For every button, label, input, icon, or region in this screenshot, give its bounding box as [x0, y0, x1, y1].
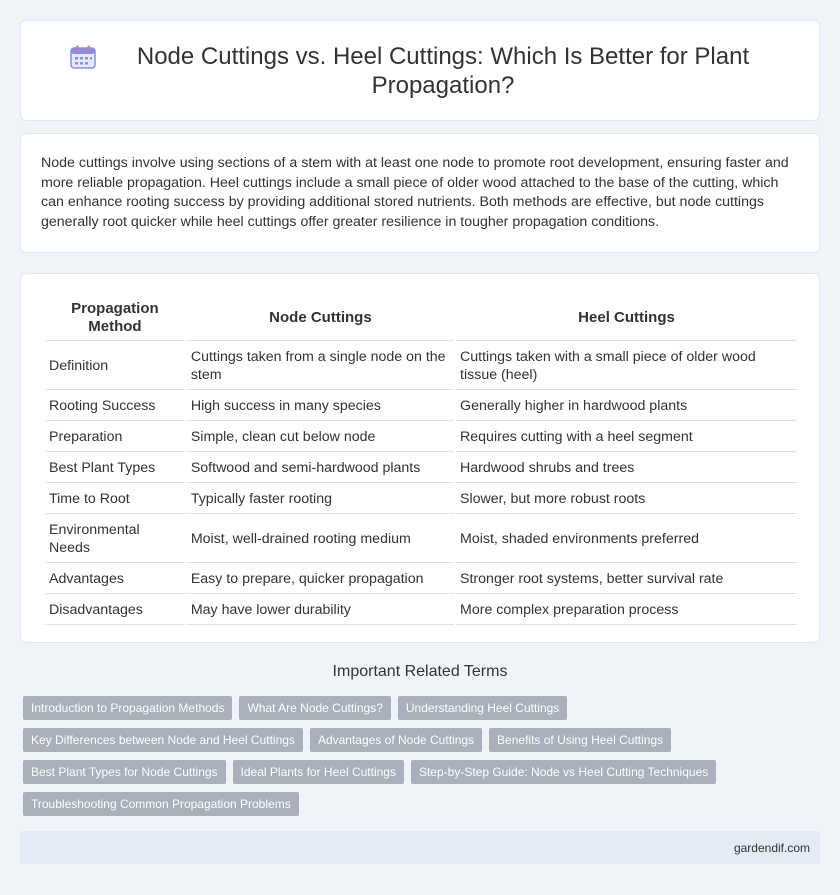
table-cell: Softwood and semi-hardwood plants	[187, 454, 454, 483]
table-cell: Easy to prepare, quicker propagation	[187, 565, 454, 594]
table-cell: Definition	[45, 343, 185, 390]
table-row	[45, 454, 797, 483]
related-term-tag[interactable]: Benefits of Using Heel Cuttings	[489, 728, 671, 752]
footer	[20, 831, 820, 864]
table-cell: Preparation	[45, 423, 185, 452]
table-cell: Cuttings taken with a small piece of older wood tissue (heel)	[456, 343, 797, 390]
related-term-tag[interactable]: Introduction to Propagation Methods	[23, 696, 232, 720]
table-cell: Hardwood shrubs and trees	[456, 454, 797, 483]
table-header-row	[45, 296, 797, 341]
calendar-icon	[70, 45, 96, 69]
related-term-tag[interactable]: Best Plant Types for Node Cuttings	[23, 760, 226, 784]
table-row	[45, 485, 797, 514]
related-term-tag[interactable]: What Are Node Cuttings?	[239, 696, 390, 720]
table-cell: High success in many species	[187, 392, 454, 421]
intro-paragraph: Node cuttings involve using sections of a stem with at least one node to promote root development, ensuring faster and more reliable propagation. Heel cuttings include a small piece of older wood attached to the base of the cutting, which can enhance rooting success by providing additional stored nutrients. Both methods are effective, but node cuttings generally root quicker while heel cuttings offer greater resilience in tougher propagation conditions.	[41, 155, 789, 230]
table-cell: Disadvantages	[45, 596, 185, 625]
related-term-tag[interactable]: Troubleshooting Common Propagation Problems	[23, 792, 299, 816]
page-title: Node Cuttings vs. Heel Cuttings: Which Is Better for Plant Propagation?	[136, 42, 750, 99]
table-header-cell: Node Cuttings	[187, 296, 454, 341]
table-row	[45, 516, 797, 563]
table-cell: More complex preparation process	[456, 596, 797, 625]
table-cell: Generally higher in hardwood plants	[456, 392, 797, 421]
title-card	[20, 20, 820, 121]
table-header-cell: Propagation Method	[45, 296, 185, 341]
footer-site-link[interactable]: gardendif.com	[733, 841, 810, 855]
comparison-table	[43, 294, 799, 627]
table-header-cell: Heel Cuttings	[456, 296, 797, 341]
table-cell: Simple, clean cut below node	[187, 423, 454, 452]
intro-card	[20, 133, 820, 253]
table-row	[45, 343, 797, 390]
table-cell: Advantages	[45, 565, 185, 594]
table-cell: Time to Root	[45, 485, 185, 514]
table-cell: Cuttings taken from a single node on the stem	[187, 343, 454, 390]
table-cell: Environmental Needs	[45, 516, 185, 563]
table-cell: Stronger root systems, better survival rate	[456, 565, 797, 594]
table-row	[45, 392, 797, 421]
table-row	[45, 565, 797, 594]
related-terms-title: Important Related Terms	[332, 663, 508, 680]
table-cell: Moist, shaded environments preferred	[456, 516, 797, 563]
title-wrap	[70, 42, 770, 100]
related-term-tag[interactable]: Key Differences between Node and Heel Cuttings	[23, 728, 303, 752]
table-cell: Requires cutting with a heel segment	[456, 423, 797, 452]
table-cell: Rooting Success	[45, 392, 185, 421]
table-cell: Moist, well-drained rooting medium	[187, 516, 454, 563]
table-cell: Slower, but more robust roots	[456, 485, 797, 514]
table-cell: Best Plant Types	[45, 454, 185, 483]
table-row	[45, 596, 797, 625]
related-term-tag[interactable]: Ideal Plants for Heel Cuttings	[233, 760, 404, 784]
related-terms-tags	[23, 696, 813, 816]
related-term-tag[interactable]: Understanding Heel Cuttings	[398, 696, 567, 720]
comparison-table-card	[20, 273, 820, 643]
table-row	[45, 423, 797, 452]
table-cell: May have lower durability	[187, 596, 454, 625]
related-term-tag[interactable]: Advantages of Node Cuttings	[310, 728, 482, 752]
related-term-tag[interactable]: Step-by-Step Guide: Node vs Heel Cutting Techniques	[411, 760, 716, 784]
table-cell: Typically faster rooting	[187, 485, 454, 514]
